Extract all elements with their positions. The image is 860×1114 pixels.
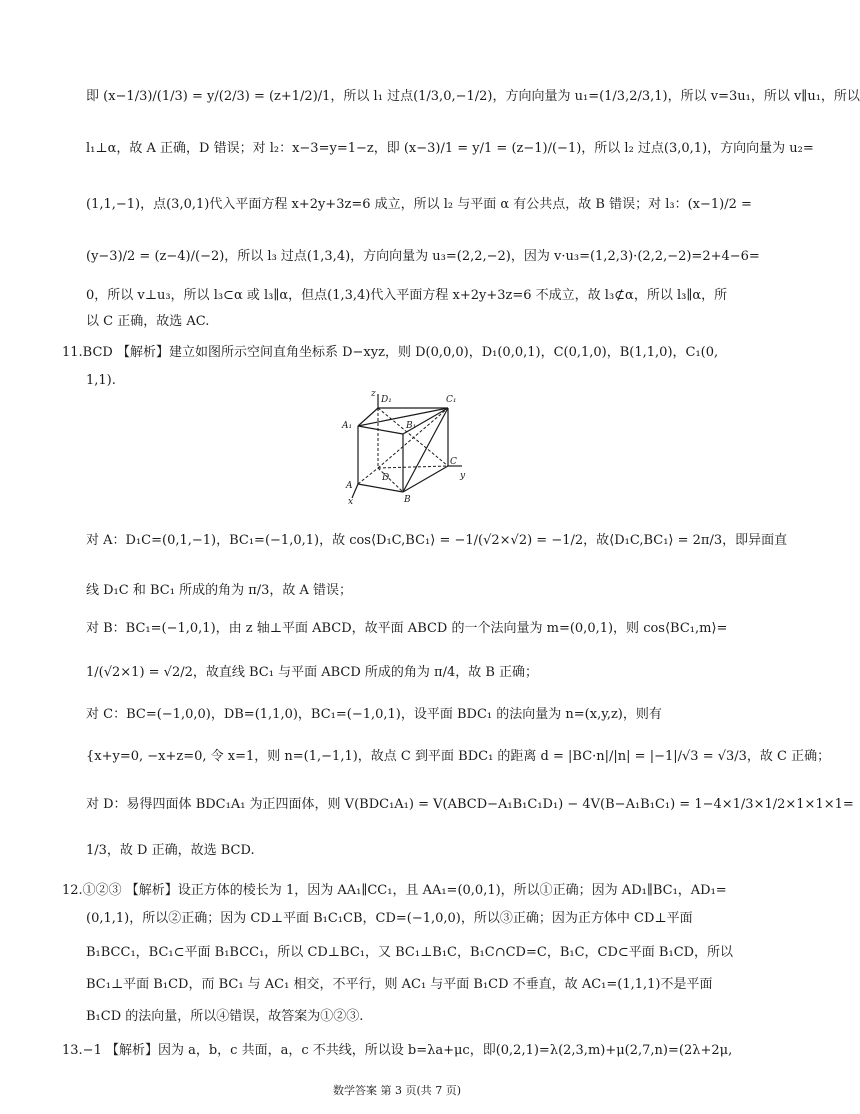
label-x: x [348, 497, 354, 507]
problem-12-line-5: B₁CD 的法向量，所以④错误，故答案为①②③. [86, 1009, 364, 1024]
text-line-5: 0，所以 v⊥u₃，所以 l₃⊂α 或 l₃∥α，但点(1,3,4)代入平面方程 x+2y+3z=6 不成立，故 l₃⊄α，所以 l₃∥α，所 [86, 288, 728, 303]
option-b-line-1: 对 B：BC₁=(−1,0,1)，由 z 轴⊥平面 ABCD，故平面 ABCD 的一个法向量为 m=(0,0,1)，则 cos⟨BC₁,m⟩= [86, 621, 728, 636]
label-A1: A₁ [342, 421, 353, 431]
option-a-line-2: 线 D₁C 和 BC₁ 所成的角为 π/3，故 A 错误； [86, 583, 353, 598]
problem-12-line-1: 12.①②③ 【解析】设正方体的棱长为 1，因为 AA₁∥CC₁，且 AA₁=(0,0,1)，所以①正确；因为 AD₁∥BC₁，AD₁= [62, 883, 727, 898]
text-line-3: (1,1,−1)，点(3,0,1)代入平面方程 x+2y+3z=6 成立，所以 l₂ 与平面 α 有公共点，故 B 错误；对 l₃：(x−1)/2 = [86, 197, 752, 212]
problem-12-line-3: B₁BCC₁，BC₁⊂平面 B₁BCC₁，所以 CD⊥BC₁，又 BC₁⊥B₁C，B₁C∩CD=C，B₁C，CD⊂平面 B₁CD，所以 [86, 945, 734, 960]
problem-11-line-1: 11.BCD 【解析】建立如图所示空间直角坐标系 D−xyz，则 D(0,0,0)，D₁(0,0,1)，C(0,1,0)，B(1,1,0)，C₁(0, [62, 345, 719, 360]
label-D1: D₁ [381, 395, 392, 405]
text-line-4: (y−3)/2 = (z−4)/(−2)，所以 l₃ 过点(1,3,4)，方向向量为 u₃=(2,2,−2)，因为 v·u₃=(1,2,3)·(2,2,−2)=2+4−6= [86, 249, 760, 264]
option-d-line-2: 1/3，故 D 正确，故选 BCD. [86, 843, 255, 858]
label-C: C [450, 457, 457, 467]
cube-figure [338, 388, 468, 506]
option-c-line-2: {x+y=0, −x+z=0, 令 x=1，则 n=(1,−1,1)，故点 C 到平面 BDC₁ 的距离 d = |BC·n|/|n| = |−1|/√3 = √3/3，故 C 正确； [86, 749, 831, 764]
label-y: y [460, 471, 466, 481]
text-line-6: 以 C 正确，故选 AC. [86, 314, 210, 329]
problem-13-line-1: 13.−1 【解析】因为 a，b，c 共面，a，c 不共线，所以设 b=λa+μc，即(0,2,1)=λ(2,3,m)+μ(2,7,n)=(2λ+2μ, [62, 1043, 733, 1058]
page-footer: 数学答案 第 3 页(共 7 页) [332, 1084, 462, 1097]
label-B: B [404, 495, 411, 505]
text-line-1: 即 (x−1/3)/(1/3) = y/(2/3) = (z+1/2)/1，所以 l₁ 过点(1/3,0,−1/2)，方向向量为 u₁=(1/3,2/3,1)，所以 v=3u₁，所以 v∥u₁，所以 [86, 89, 860, 104]
label-A: A [346, 481, 353, 491]
option-d-line-1: 对 D：易得四面体 BDC₁A₁ 为正四面体，则 V(BDC₁A₁) = V(ABCD−A₁B₁C₁D₁) − 4V(B−A₁B₁C₁) = 1−4×1/3×1/2×1×1×1= [86, 797, 854, 812]
problem-12-line-4: BC₁⊥平面 B₁CD，而 BC₁ 与 AC₁ 相交，不平行，则 AC₁ 与平面 B₁CD 不垂直，故 AC₁=(1,1,1)不是平面 [86, 977, 713, 992]
text-line-2: l₁⊥α，故 A 正确，D 错误；对 l₂：x−3=y=1−z，即 (x−3)/1 = y/1 = (z−1)/(−1)，所以 l₂ 过点(3,0,1)，方向向量为 u₂= [86, 141, 814, 156]
option-a-line-1: 对 A：D₁C=(0,1,−1)，BC₁=(−1,0,1)，故 cos⟨D₁C,BC₁⟩ = −1/(√2×√2) = −1/2，故⟨D₁C,BC₁⟩ = 2π/3，即异面直 [86, 533, 788, 548]
option-b-line-2: 1/(√2×1) = √2/2，故直线 BC₁ 与平面 ABCD 所成的角为 π/4，故 B 正确； [86, 665, 539, 680]
problem-12-line-2: (0,1,1)，所以②正确；因为 CD⊥平面 B₁C₁CB，CD=(−1,0,0)，所以③正确；因为正方体中 CD⊥平面 [86, 911, 693, 926]
option-c-line-1: 对 C：BC=(−1,0,0)，DB=(1,1,0)，BC₁=(−1,0,1)，设平面 BDC₁ 的法向量为 n=(x,y,z)，则有 [86, 707, 662, 722]
label-B1: B₁ [406, 421, 417, 431]
label-D: D [382, 473, 390, 483]
label-z: z [371, 389, 376, 399]
label-C1: C₁ [446, 395, 457, 405]
problem-11-line-2: 1,1). [86, 373, 116, 388]
